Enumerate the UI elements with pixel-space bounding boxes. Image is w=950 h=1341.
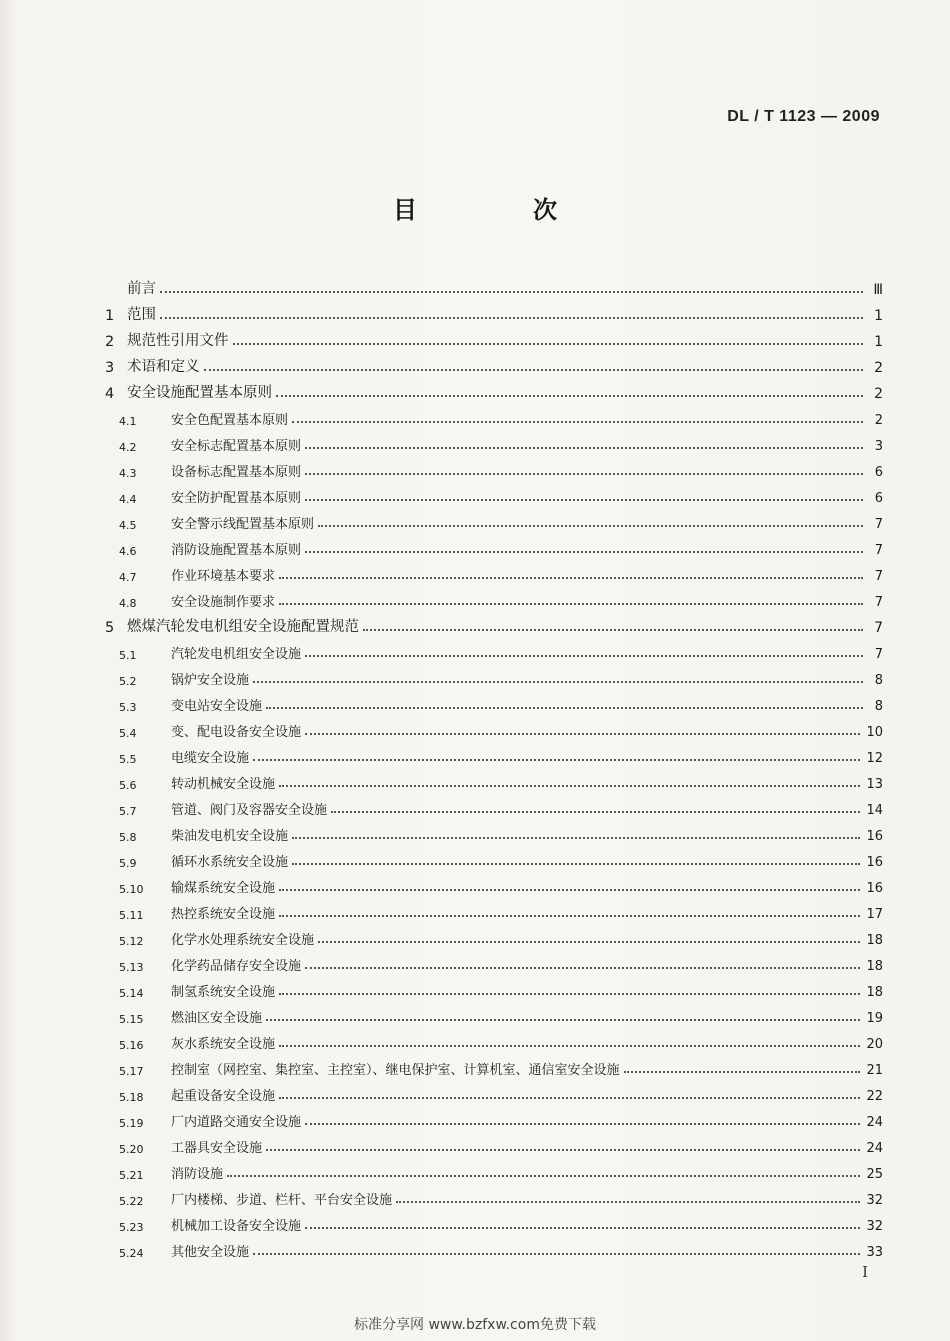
toc-entry-number: 4.4: [119, 493, 137, 506]
toc-entry-title: 安全设施制作要求: [171, 595, 276, 610]
toc-entry[interactable]: [105, 350, 883, 376]
dot-leader: [266, 1019, 860, 1021]
toc-entry[interactable]: [105, 662, 883, 688]
dot-leader: [305, 1123, 860, 1125]
dot-leader: [227, 1175, 860, 1177]
toc-entry-page: 10: [866, 725, 883, 740]
toc-entry-title: 作业环境基本要求: [171, 569, 276, 584]
toc-entry[interactable]: [105, 376, 883, 402]
toc-title: 目 次: [393, 196, 603, 224]
table-of-contents: [105, 272, 883, 1260]
toc-entry-page: 19: [866, 1011, 883, 1026]
toc-entry-title: 消防设施配置基本原则: [171, 543, 302, 558]
toc-entry-page: 14: [866, 803, 883, 818]
toc-entry-page: 7: [874, 595, 883, 610]
toc-entry-title: 化学药品储存安全设施: [171, 959, 302, 974]
toc-entry[interactable]: [105, 974, 883, 1000]
toc-entry[interactable]: [105, 740, 883, 766]
toc-entry[interactable]: [105, 558, 883, 584]
toc-entry-page: 16: [866, 881, 883, 896]
dot-leader: [305, 499, 863, 501]
dot-leader: [305, 551, 863, 553]
dot-leader: [279, 889, 860, 891]
dot-leader: [305, 655, 863, 657]
toc-entry-page: 25: [866, 1167, 883, 1182]
toc-entry[interactable]: [105, 792, 883, 818]
toc-entry-page: 2: [874, 360, 883, 376]
toc-entry-number: 4.1: [119, 415, 137, 428]
toc-entry-number: 5.15: [119, 1013, 144, 1026]
toc-entry[interactable]: [105, 1156, 883, 1182]
toc-entry-number: 1: [105, 308, 115, 324]
dot-leader: [266, 1149, 860, 1151]
toc-entry-number: 4.8: [119, 597, 137, 610]
toc-entry-number: 5.10: [119, 883, 144, 896]
toc-entry-page: 7: [874, 517, 883, 532]
toc-entry-title: 前言: [127, 281, 156, 297]
toc-entry-number: 5.16: [119, 1039, 144, 1052]
toc-entry-page: 18: [866, 959, 883, 974]
toc-entry-page: 20: [866, 1037, 883, 1052]
toc-entry-number: 3: [105, 360, 115, 376]
toc-entry[interactable]: [105, 298, 883, 324]
toc-entry-title: 安全设施配置基本原则: [127, 385, 272, 401]
toc-entry[interactable]: [105, 428, 883, 454]
dot-leader: [305, 733, 860, 735]
toc-entry[interactable]: [105, 402, 883, 428]
toc-entry[interactable]: [105, 1078, 883, 1104]
toc-entry-title: 燃油区安全设施: [171, 1011, 263, 1026]
dot-leader: [253, 759, 860, 761]
toc-entry-page: 6: [874, 491, 883, 506]
toc-entry-number: 5: [105, 620, 115, 636]
dot-leader: [305, 967, 860, 969]
toc-entry-number: 5.4: [119, 727, 137, 740]
dot-leader: [363, 629, 863, 631]
toc-entry[interactable]: [105, 506, 883, 532]
toc-entry-page: 33: [866, 1245, 883, 1260]
toc-entry-title: 安全警示线配置基本原则: [171, 517, 315, 532]
toc-entry-page: 13: [866, 777, 883, 792]
toc-entry-title: 循环水系统安全设施: [171, 855, 289, 870]
toc-entry-number: 4: [105, 386, 115, 402]
toc-entry-number: 5.11: [119, 909, 144, 922]
toc-entry-page: 32: [866, 1193, 883, 1208]
dot-leader: [279, 785, 860, 787]
toc-entry[interactable]: [105, 1000, 883, 1026]
toc-entry-number: 5.24: [119, 1247, 144, 1260]
dot-leader: [292, 837, 860, 839]
dot-leader: [292, 421, 863, 423]
toc-entry[interactable]: [105, 1208, 883, 1234]
standard-code: DL / T 1123 — 2009: [727, 108, 880, 125]
dot-leader: [279, 1097, 860, 1099]
page-number: I: [862, 1263, 868, 1281]
toc-entry-title: 变电站安全设施: [171, 699, 263, 714]
dot-leader: [318, 941, 860, 943]
toc-entry-page: 6: [874, 465, 883, 480]
toc-entry[interactable]: [105, 324, 883, 350]
toc-entry[interactable]: [105, 766, 883, 792]
toc-entry-number: 4.2: [119, 441, 137, 454]
toc-entry-title: 燃煤汽轮发电机组安全设施配置规范: [127, 619, 359, 635]
toc-entry-title: 安全防护配置基本原则: [171, 491, 302, 506]
dot-leader: [331, 811, 860, 813]
toc-entry-title: 管道、阀门及容器安全设施: [171, 803, 328, 818]
toc-entry-page: 7: [874, 569, 883, 584]
dot-leader: [279, 577, 863, 579]
toc-entry-title: 消防设施: [171, 1167, 224, 1182]
toc-entry[interactable]: [105, 1026, 883, 1052]
toc-entry-number: 5.17: [119, 1065, 144, 1078]
toc-entry-number: 5.7: [119, 805, 137, 818]
dot-leader: [624, 1071, 861, 1073]
toc-entry-number: 4.7: [119, 571, 137, 584]
toc-entry-title: 厂内楼梯、步道、栏杆、平台安全设施: [171, 1193, 393, 1208]
dot-leader: [276, 395, 863, 397]
toc-entry-page: 17: [866, 907, 883, 922]
dot-leader: [305, 1227, 860, 1229]
watermark-footer: 标准分享网 www.bzfxw.com免费下载: [354, 1317, 596, 1333]
toc-entry[interactable]: [105, 844, 883, 870]
toc-entry-title: 柴油发电机安全设施: [171, 829, 289, 844]
toc-entry-title: 厂内道路交通安全设施: [171, 1115, 302, 1130]
toc-entry[interactable]: [105, 480, 883, 506]
toc-entry-title: 范围: [127, 307, 156, 323]
toc-entry-number: 5.2: [119, 675, 137, 688]
toc-entry[interactable]: [105, 1130, 883, 1156]
toc-entry-title: 控制室（网控室、集控室、主控室）、继电保护室、计算机室、通信室安全设施: [171, 1063, 620, 1078]
toc-entry-page: 7: [874, 647, 883, 662]
toc-entry-title: 术语和定义: [127, 359, 200, 375]
toc-entry-number: 5.18: [119, 1091, 144, 1104]
toc-entry-page: 8: [874, 699, 883, 714]
toc-entry-title: 机械加工设备安全设施: [171, 1219, 302, 1234]
toc-entry-number: 2: [105, 334, 115, 350]
toc-entry[interactable]: [105, 532, 883, 558]
toc-entry[interactable]: [105, 818, 883, 844]
toc-entry-page: 16: [866, 855, 883, 870]
toc-entry-page: 21: [866, 1063, 883, 1078]
toc-entry-page: 22: [866, 1089, 883, 1104]
toc-entry[interactable]: [105, 1104, 883, 1130]
toc-entry-title: 锅炉安全设施: [171, 673, 250, 688]
toc-entry[interactable]: [105, 584, 883, 610]
dot-leader: [253, 681, 863, 683]
toc-entry-page: 1: [874, 334, 883, 350]
toc-entry-number: 4.3: [119, 467, 137, 480]
toc-entry-title: 其他安全设施: [171, 1245, 250, 1260]
toc-entry-page: 24: [866, 1115, 883, 1130]
toc-entry-number: 5.13: [119, 961, 144, 974]
toc-entry-title: 电缆安全设施: [171, 751, 250, 766]
toc-entry-title: 输煤系统安全设施: [171, 881, 276, 896]
dot-leader: [318, 525, 863, 527]
dot-leader: [279, 915, 860, 917]
toc-entry-page: 18: [866, 933, 883, 948]
toc-entry-title: 热控系统安全设施: [171, 907, 276, 922]
toc-entry-page: 1: [874, 308, 883, 324]
toc-entry-page: Ⅲ: [873, 282, 883, 298]
toc-entry[interactable]: [105, 922, 883, 948]
toc-entry[interactable]: [105, 714, 883, 740]
toc-entry-number: 5.1: [119, 649, 137, 662]
toc-entry-title: 安全色配置基本原则: [171, 413, 289, 428]
toc-entry-page: 3: [874, 439, 883, 454]
toc-entry-number: 5.12: [119, 935, 144, 948]
dot-leader: [292, 863, 860, 865]
toc-entry-page: 8: [874, 673, 883, 688]
toc-entry-title: 规范性引用文件: [127, 333, 229, 349]
toc-entry-number: 5.8: [119, 831, 137, 844]
toc-entry-number: 5.5: [119, 753, 137, 766]
toc-entry-number: 5.23: [119, 1221, 144, 1234]
toc-entry-number: 5.20: [119, 1143, 144, 1156]
dot-leader: [253, 1253, 860, 1255]
toc-entry-page: 2: [874, 386, 883, 402]
toc-entry-page: 16: [866, 829, 883, 844]
toc-entry-page: 2: [874, 413, 883, 428]
toc-entry[interactable]: [105, 454, 883, 480]
dot-leader: [279, 993, 860, 995]
toc-entry[interactable]: [105, 272, 883, 298]
toc-entry-title: 化学水处理系统安全设施: [171, 933, 315, 948]
toc-entry-page: 7: [874, 620, 883, 636]
toc-entry-number: 4.6: [119, 545, 137, 558]
dot-leader: [160, 291, 863, 293]
toc-entry[interactable]: [105, 896, 883, 922]
dot-leader: [266, 707, 863, 709]
toc-entry-page: 32: [866, 1219, 883, 1234]
toc-entry[interactable]: [105, 948, 883, 974]
toc-entry-number: 5.19: [119, 1117, 144, 1130]
toc-entry-title: 安全标志配置基本原则: [171, 439, 302, 454]
dot-leader: [305, 447, 863, 449]
dot-leader: [279, 603, 863, 605]
toc-entry-page: 24: [866, 1141, 883, 1156]
toc-entry-title: 汽轮发电机组安全设施: [171, 647, 302, 662]
toc-entry[interactable]: [105, 870, 883, 896]
toc-entry-page: 12: [866, 751, 883, 766]
toc-entry[interactable]: [105, 610, 883, 636]
toc-entry[interactable]: [105, 1234, 883, 1260]
toc-entry-number: 5.21: [119, 1169, 144, 1182]
toc-entry-number: 5.9: [119, 857, 137, 870]
dot-leader: [396, 1201, 860, 1203]
toc-entry[interactable]: [105, 1052, 883, 1078]
toc-entry-page: 7: [874, 543, 883, 558]
toc-entry-title: 设备标志配置基本原则: [171, 465, 302, 480]
toc-entry-page: 18: [866, 985, 883, 1000]
toc-entry-number: 5.22: [119, 1195, 144, 1208]
toc-entry[interactable]: [105, 636, 883, 662]
dot-leader: [204, 369, 864, 371]
toc-entry[interactable]: [105, 688, 883, 714]
toc-entry-title: 制氢系统安全设施: [171, 985, 276, 1000]
toc-entry[interactable]: [105, 1182, 883, 1208]
toc-entry-title: 变、配电设备安全设施: [171, 725, 302, 740]
toc-entry-title: 起重设备安全设施: [171, 1089, 276, 1104]
dot-leader: [305, 473, 863, 475]
toc-entry-number: 5.14: [119, 987, 144, 1000]
toc-entry-number: 5.3: [119, 701, 137, 714]
toc-entry-number: 4.5: [119, 519, 137, 532]
toc-entry-title: 灰水系统安全设施: [171, 1037, 276, 1052]
toc-entry-title: 转动机械安全设施: [171, 777, 276, 792]
toc-entry-title: 工器具安全设施: [171, 1141, 263, 1156]
dot-leader: [279, 1045, 860, 1047]
toc-entry-number: 5.6: [119, 779, 137, 792]
dot-leader: [233, 343, 864, 345]
dot-leader: [160, 317, 863, 319]
